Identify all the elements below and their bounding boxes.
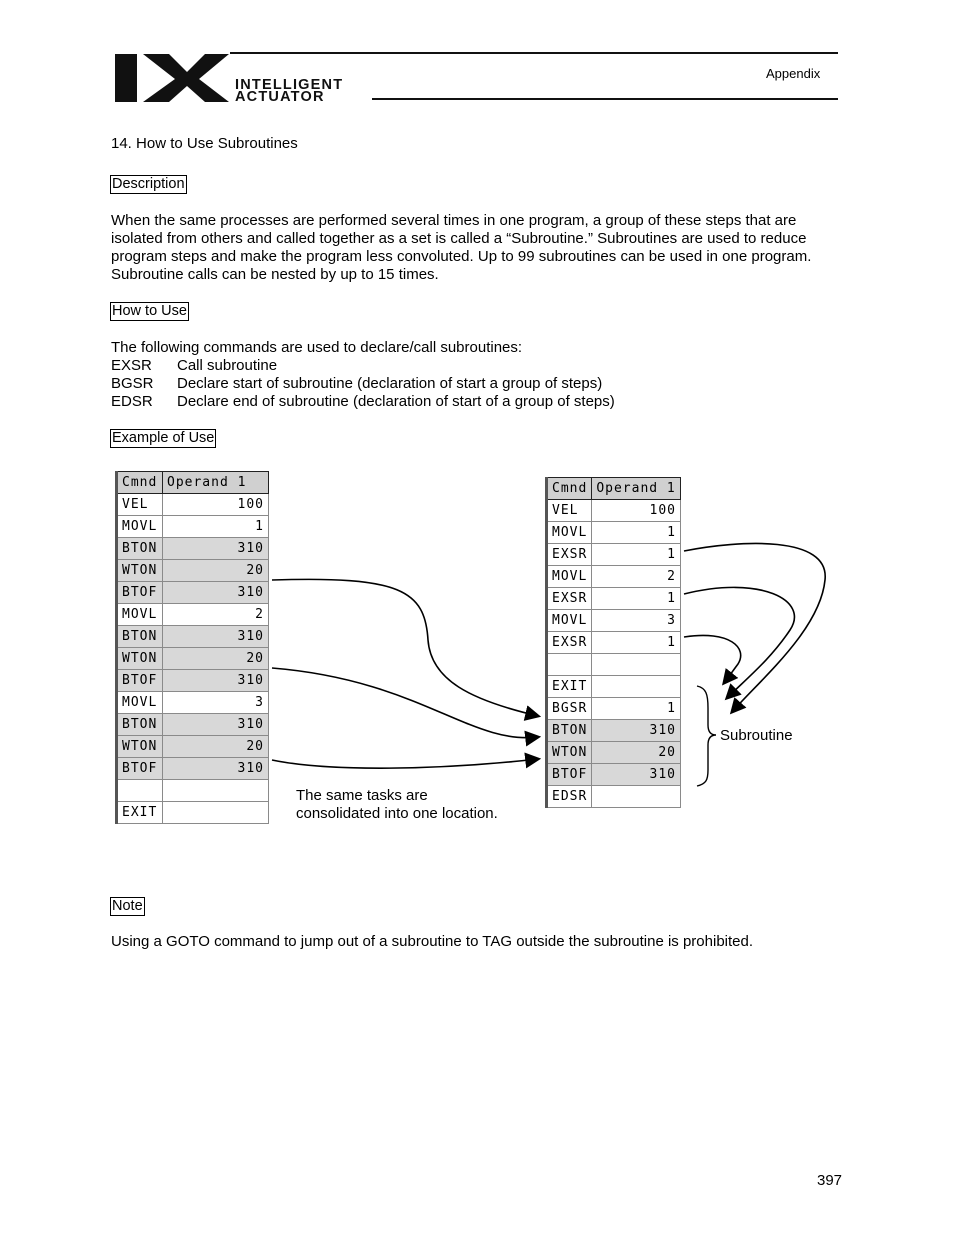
- cell-cmnd: WTON: [117, 736, 163, 758]
- example-heading: Example of Use: [112, 430, 215, 446]
- cell-cmnd: EXSR: [547, 632, 592, 654]
- cell-operand: 1: [592, 544, 681, 566]
- logo-line2: ACTUATOR: [235, 89, 325, 105]
- cell-operand: 310: [163, 538, 269, 560]
- arrow-exsr3: [684, 635, 741, 683]
- cell-operand: 20: [163, 736, 269, 758]
- cell-cmnd: BTOF: [547, 764, 592, 786]
- command-name: EDSR: [111, 393, 153, 410]
- cell-operand: 20: [163, 560, 269, 582]
- cell-operand: 310: [592, 764, 681, 786]
- command-desc: Declare end of subroutine (declaration of start of a group of steps): [177, 393, 615, 410]
- arrow-exsr1: [684, 543, 825, 712]
- command-name: BGSR: [111, 375, 154, 392]
- cell-cmnd: EXSR: [547, 588, 592, 610]
- note-heading: Note: [112, 898, 143, 914]
- cell-cmnd: MOVL: [547, 610, 592, 632]
- command-name: EXSR: [111, 357, 152, 374]
- cell-cmnd: WTON: [117, 560, 163, 582]
- cell-operand: 3: [592, 610, 681, 632]
- command-desc: Declare start of subroutine (declaration of start a group of steps): [177, 375, 603, 392]
- header-operand: Operand 1: [592, 478, 681, 500]
- cell-operand: 1: [592, 632, 681, 654]
- cell-operand: 310: [163, 758, 269, 780]
- cell-operand: 20: [163, 648, 269, 670]
- cell-cmnd: EXSR: [547, 544, 592, 566]
- header-cmnd: Cmnd: [117, 472, 163, 494]
- cell-cmnd: BTON: [117, 538, 163, 560]
- page-number: 397: [817, 1172, 843, 1189]
- cell-cmnd: BTON: [117, 626, 163, 648]
- cell-cmnd: BTOF: [117, 582, 163, 604]
- cell-cmnd: WTON: [117, 648, 163, 670]
- cell-cmnd: EXIT: [117, 802, 163, 824]
- note-text: Using a GOTO command to jump out of a subroutine to TAG outside the subroutine is prohibited.: [111, 933, 754, 950]
- how-to-use-intro: The following commands are used to declare/call subroutines:: [111, 339, 523, 356]
- cell-operand: 2: [163, 604, 269, 626]
- arrow-left-block2: [272, 668, 538, 738]
- cell-operand: 3: [163, 692, 269, 714]
- cell-cmnd: MOVL: [547, 566, 592, 588]
- cell-cmnd: MOVL: [117, 692, 163, 714]
- arrow-left-block1: [272, 579, 538, 716]
- command-desc: Call subroutine: [177, 357, 278, 374]
- cell-operand: 1: [592, 698, 681, 720]
- cell-cmnd: WTON: [547, 742, 592, 764]
- caption: [296, 787, 498, 823]
- cell-operand: 310: [592, 720, 681, 742]
- header-section-label: Appendix: [766, 66, 821, 81]
- arrow-exsr2: [684, 587, 794, 698]
- cell-operand: 20: [592, 742, 681, 764]
- cell-operand: 2: [592, 566, 681, 588]
- description-heading: Description: [112, 176, 185, 192]
- subroutine-brace-icon: [697, 686, 716, 786]
- section-title: 14. How to Use Subroutines: [111, 135, 298, 152]
- cell-operand: 310: [163, 714, 269, 736]
- cell-cmnd: EDSR: [547, 786, 592, 808]
- arrow-left-block3: [272, 759, 538, 768]
- cell-cmnd: VEL: [117, 494, 163, 516]
- caption-line2: consolidated into one location.: [296, 805, 498, 822]
- cell-cmnd: MOVL: [547, 522, 592, 544]
- cell-cmnd: BGSR: [547, 698, 592, 720]
- cell-operand: 310: [163, 626, 269, 648]
- cell-cmnd: BTOF: [117, 758, 163, 780]
- header-operand: Operand 1: [163, 472, 269, 494]
- cell-cmnd: MOVL: [117, 516, 163, 538]
- cell-cmnd: BTON: [117, 714, 163, 736]
- cell-cmnd: MOVL: [117, 604, 163, 626]
- cell-cmnd: BTOF: [117, 670, 163, 692]
- cell-cmnd: BTON: [547, 720, 592, 742]
- logo-line1: INTELLIGENT: [235, 77, 344, 93]
- header-cmnd: Cmnd: [547, 478, 592, 500]
- subroutine-label: Subroutine: [720, 727, 793, 744]
- cell-operand: 1: [592, 588, 681, 610]
- description-paragraph: When the same processes are performed several times in one program, a group of these steps that are isolated from others and called together as a set is called a “Subroutine.” Subroutines are used to reduce program steps and make the program less convoluted. Up to 99 subroutines can be used in one program. Subroutine calls can be nested by up to 15 times.: [111, 212, 812, 283]
- how-to-use-heading: How to Use: [112, 303, 187, 319]
- cell-operand: 1: [163, 516, 269, 538]
- cell-operand: 1: [592, 522, 681, 544]
- cell-cmnd: EXIT: [547, 676, 592, 698]
- cell-operand: 100: [163, 494, 269, 516]
- caption-line1: The same tasks are: [296, 787, 428, 804]
- cell-operand: 310: [163, 582, 269, 604]
- cell-operand: 310: [163, 670, 269, 692]
- cell-cmnd: VEL: [547, 500, 592, 522]
- cell-operand: 100: [592, 500, 681, 522]
